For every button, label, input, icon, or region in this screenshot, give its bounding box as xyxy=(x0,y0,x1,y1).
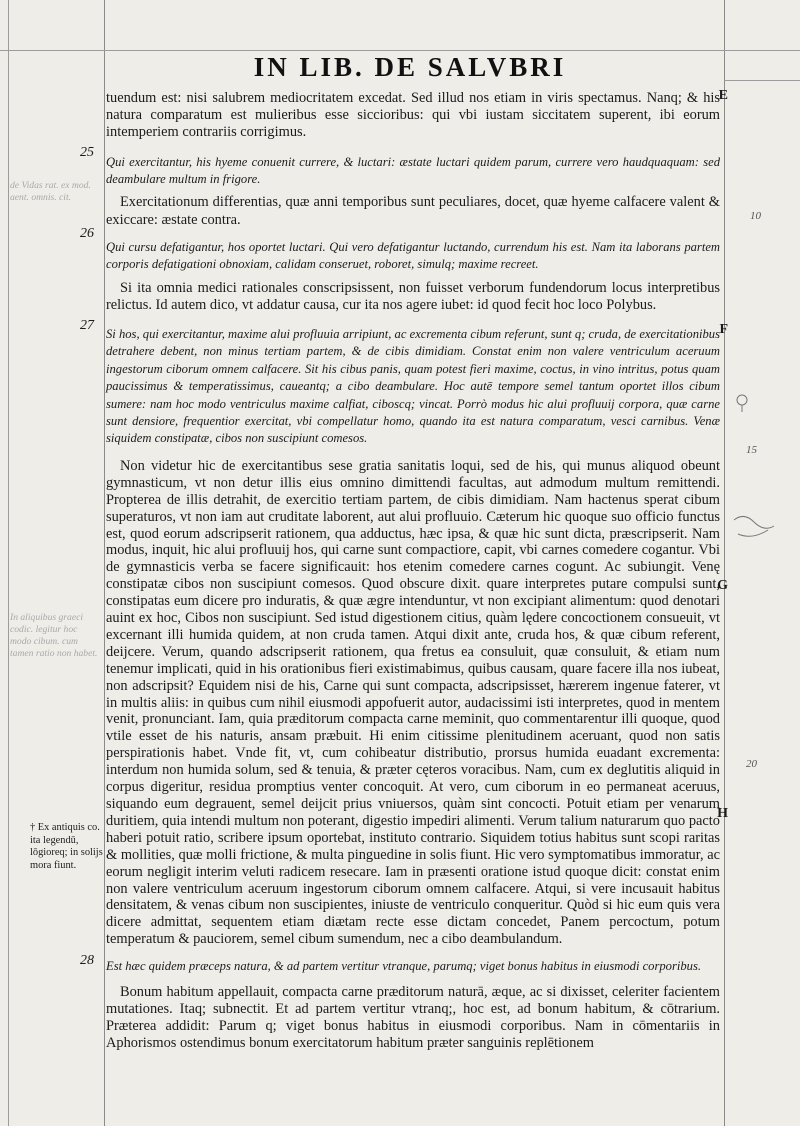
section-number: 25 xyxy=(80,145,94,160)
commentary-paragraph: Exercitationum differentias, quæ anni temporibus sunt peculiares, docet, quæ hyeme calfacere valent & exiccare: æstate contra. xyxy=(106,194,720,228)
bleed-through-text: In aliquibus graeci codic. legitur hoc modo cibum. cum tamen ratio non habet. xyxy=(10,612,98,659)
commentary-paragraph: Bonum habitum appellauit, compacta carne præditorum naturā, æque, ac si dixisset, celeriter facientem mutationes. Itaq; subnectit. Et ad partem vertitur vtranq;, hoc est, ad bonum habitum, & cōtrarium. Præterea addidit: Parum q; viget bonus habitus in eiusmodi corporibus. Nam in cōmentariis in Aphorismos ostendimus bonum exercitatorum habitum præter sanguinis replētionem xyxy=(106,983,720,1052)
top-rule xyxy=(0,50,800,51)
margin-sketch xyxy=(732,390,752,414)
aphorism-text: Si hos, qui exercitantur, maxime alui profluuia arripiunt, ac excrementa cibum referunt, sunt q; cruda, de exercitationibus detrahere debent, non minus tertiam partem, & de cibis dimidiam. Constat enim non valere ventriculum aceruum ingestorum ciborum omnem calfacere. Sit his cibus panis, quam potest fieri maxime, coctus, in vino intritus, potus quam paucissimus & temperatissimus, caueantq; a cibo deambulare. Hoc autē tempore semel tantum oportet illos cibum sumere: nam hoc modo ventriculus maxime calfiat, ciboscq; vincat. Porrò modus hic alui profluuij corpora, quæ carne sunt densiore, frequentior exercitat, vbi compellatur homo, quando ita est natura comparatum, vesci carnibus. Venæ siquidem constipatæ, cibos non suscipiunt comesos. xyxy=(106,327,720,446)
running-head: IN LIB. DE SALVBRI xyxy=(253,52,567,82)
commentary-paragraph: tuendum est: nisi salubrem mediocritatem excedat. Sed illud nos etiam in viris spectamus. Nanq; & his natura comparatum est mulieribus esse siccioribus: qui vbi iustam siccitatem superent, ibi eorum intemperiem contrariis corrigimus. xyxy=(106,90,720,141)
commentary-paragraph: Si ita omnia medici rationales conscripsissent, non fuisset verborum fundendorum locus interpretibus relictus. Id autem dico, vt addatur causa, cur ita nos agere iubet: id quod fecit hoc loco Polybus. xyxy=(106,279,720,313)
left-rule xyxy=(104,0,105,1126)
marginal-note: † Ex antiquis co. ita legendū, lōgioreq; in solijs mora fiunt. xyxy=(30,822,103,871)
gutter-letter: F xyxy=(719,322,728,337)
section-number: 27 xyxy=(80,318,94,333)
right-rule xyxy=(724,0,725,1126)
aphorism-text: Est hæc quidem præceps natura, & ad partem vertitur vtranque, parumq; viget bonus habitus in eiusmodi corporibus. xyxy=(106,959,702,974)
margin-handwriting: 15 xyxy=(746,444,757,456)
section-number: 28 xyxy=(80,953,94,968)
gutter-letter: E xyxy=(718,88,728,103)
margin-sketch xyxy=(730,510,790,550)
top-rule-right xyxy=(724,80,800,81)
gutter-letter: G xyxy=(717,578,728,593)
gutter-letter: H xyxy=(717,806,728,821)
left-rule-outer xyxy=(8,0,9,1126)
text-column xyxy=(106,90,720,1052)
margin-handwriting: 20 xyxy=(746,758,757,770)
section-number: 26 xyxy=(80,226,94,241)
aphorism-text: Qui cursu defatigantur, hos oportet luctari. Qui vero defatigantur luctando, currendum his est. Nam ita laborans partem corporis defatigationi obnoxiam, calidam conseruet, roboret, simulq; maxime recreet. xyxy=(106,239,720,272)
aphorism-text: Qui exercitantur, his hyeme conuenit currere, & luctari: æstate luctari quidem parum, currere vero haudquaquam: sed deambulare multum in frigore. xyxy=(106,154,720,187)
margin-handwriting: 10 xyxy=(750,210,761,222)
commentary-paragraph: Non videtur hic de exercitantibus sese gratia sanitatis loqui, sed de his, qui munus aliquod obeunt gymnasticum, vt non detur illis eius omnino dimittendi facultas, aut admodum multum remittendi. Propterea de illis detrahit, de exercitio tertiam partem, de cibis dimidiam. Nam hactenus sperat cibum superaturos, vt non iam aut cruditate laborent, aut alui profluuio. Cæterum hic quoque suo officio functus est, quod eorum adscripserit rationem, qua adductus, hæc ipsa, & quæ hic sunt dicta, præscripserit. Nam modus, inquit, hic alui profluuij hos, qui carne sunt compactiore, capit, vbi carnes comedere cogantur. Vbi de gymnasticis verba se facere significauit: hos etenim comedere carnes cogunt. Ac subiungit. Venę constipatæ cibos non suscipiunt comesos. Quod obscure dixit. quare interpretes putare compulsi sunt, constipatas eum dicere pro induratis, & quæ ægre intenduntur, vt non excipiant alimentum: quod denotari auint ex hoc, Cibos non suscipiunt. Sed istud digestionem citius, quàm lędere concoctionem consueuit, vt excernant illi humida quidem, at non cruda tamen. Atqui dixit ante, cruda hos, & quæ cibum referent, deijcere. Verum, quando adscripserit rationem, qua fretus ea consuluit, quæ consuluit, & etiam num tenemur implicati, quid in his orationibus fieri existimabimus, quibus causam, quare facere illa nos iubeat, non adscripsit? Equidem nisi de his, Carne qui sunt compacta, adscripsisset, hærerem ingenue faterer, vt in multis aliis: in quibus cum nihil eiusmodi appofuerit autor, audacissimi isti interpretes, quod in mentem venit, pronunciant. Iam, quia præditorum compacta carne meminit, quo commentarentur illi quoque, quod vtile esset de his naturis, ansam præbuit. Hi enim citissime plenitudinem aceruant, quod non satis perspirationis habet. Vnde fit, vt, cum cohibeatur distributio, prorsus humida euadant excrementa: interdum non humida solum, sed & tenuia, & præter cęteros voracibus. Nam, cum ex deglutitis aliquid in corpus digeritur, residua promptius venter concoquit. At vero, cum ciborum in eo permaneat aceruus, siquando eum degrauent, semel deijcit prius vniuersos, quàm sint concocti. Potuit etiam per venarum duritiem, quia intendi multum non poterant, digestio impediri alimenti. Verum talium naturarum quo pacto haberi potuit ratio, scribere ipsum oportebat, instituto contrario. Siquidem totius habitus sunt scopi raritas & mollities, quæ molli frictione, & multa pinguedine in solis fiunt. Hic vero symptomatibus immoratur, ac eorum negligit interim veluti radicem resecare. Iam in præsenti oratione istud quoque dicit: constat enim non valere ventriculum aceruum ingestorum ciborum omnem calfacere. Atqui, si vere incusauit habitus densitatem, & venas cibum non suscipientes, iniuste de ventriculo conqueritur. Quòd si hic eum quis vera dicere admittat, sequentem etiam diætam recte esse dictam concedet, Panem percoctum, potum temperatum & pauciorem, semel cibum sumendum, nec a cibo deambulandum. xyxy=(106,457,720,948)
bleed-through-text: de Vidas rat. ex mod. aent. omnis. cit. xyxy=(10,180,91,203)
